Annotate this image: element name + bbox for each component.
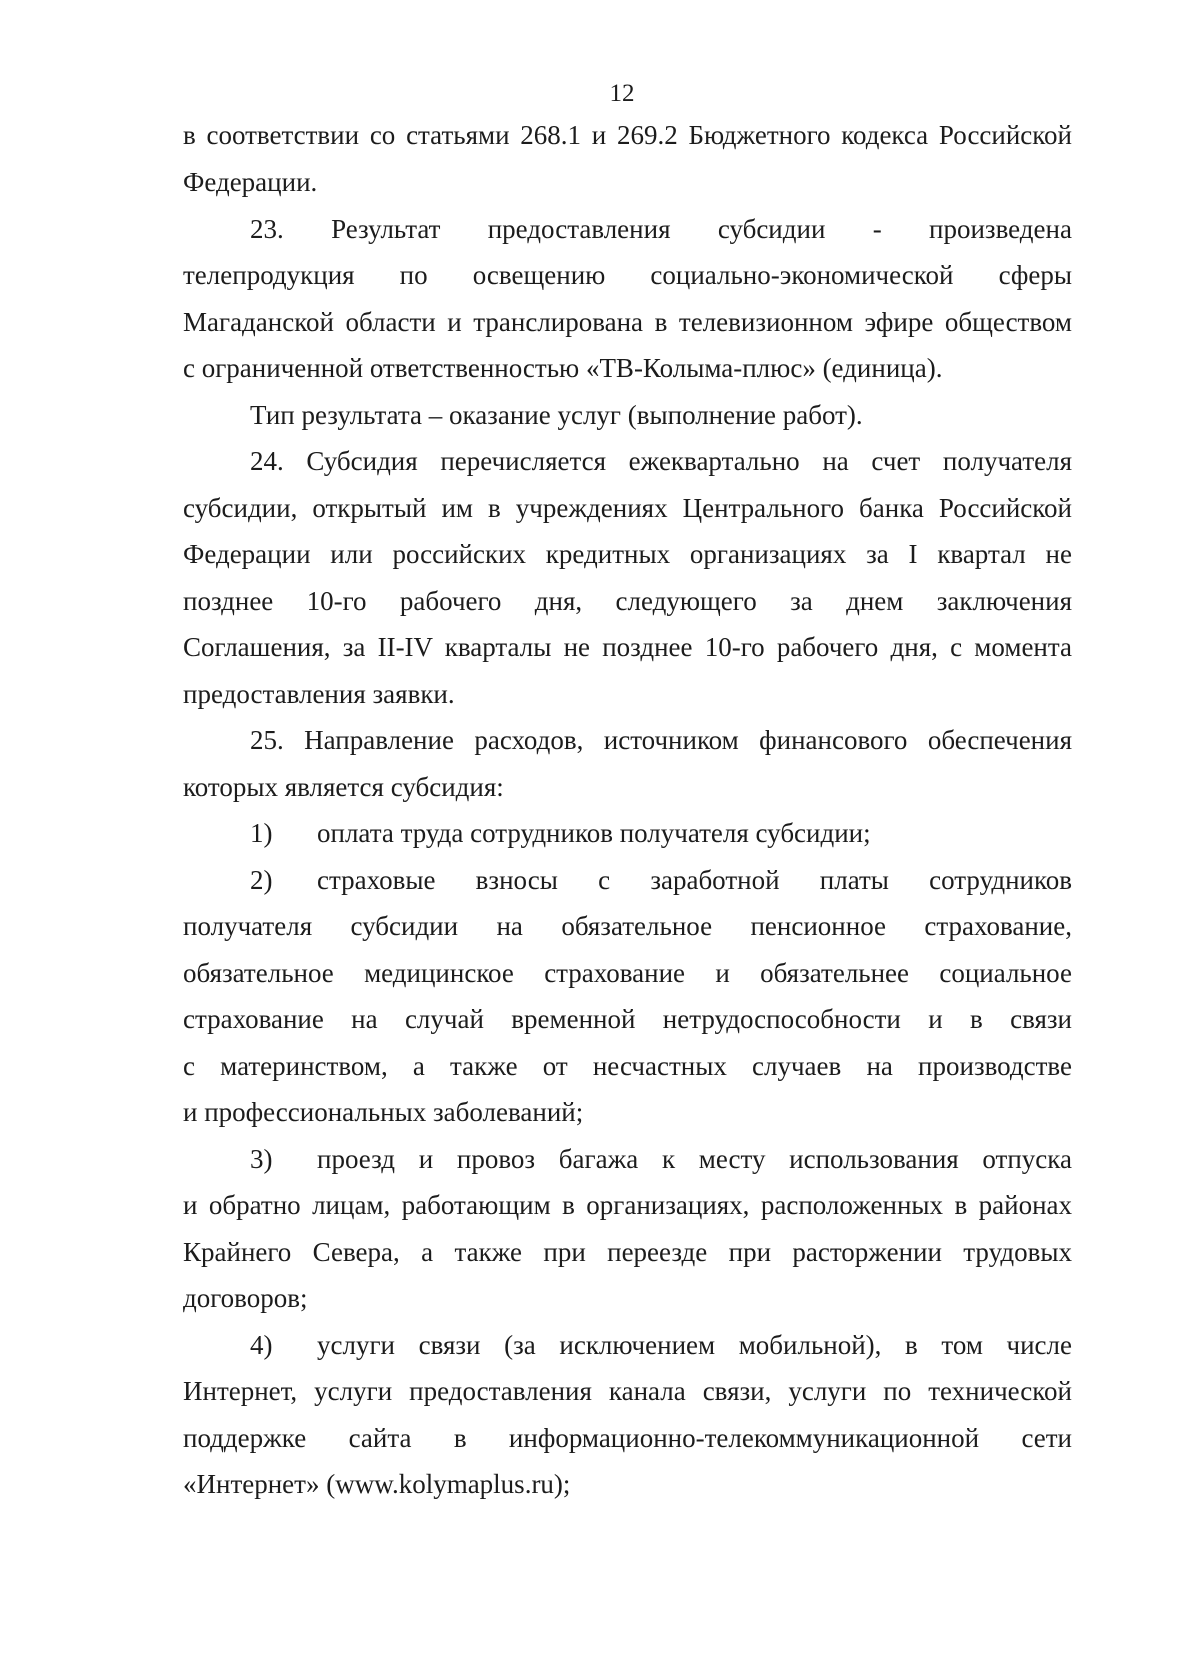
result-type-line: Тип результата – оказание услуг (выполнение работ). bbox=[250, 400, 863, 430]
list-item-number: 3) bbox=[250, 1144, 273, 1174]
paragraph-line: 25. Направление расходов, источником финансового обеспечения bbox=[250, 725, 1072, 755]
paragraph-line: Федерации или российских кредитных организациях за I квартал не bbox=[183, 539, 1072, 569]
paragraph-line: телепродукция по освещению социально-экономической сферы bbox=[183, 260, 1072, 290]
word: произведена bbox=[929, 214, 1072, 244]
list-item-text: страховые взносы с заработной платы сотрудников bbox=[317, 865, 1072, 895]
paragraph-line: Интернет, услуги предоставления канала связи, услуги по технической bbox=[183, 1376, 1072, 1406]
paragraph-line: и обратно лицам, работающим в организациях, расположенных в районах bbox=[183, 1190, 1072, 1220]
paragraph-line: обязательное медицинское страхование и обязательнее социальное bbox=[183, 958, 1072, 988]
paragraph-line: страхование на случай временной нетрудоспособности и в связи bbox=[183, 1004, 1072, 1034]
list-item-text: проезд и провоз багажа к месту использования отпуска bbox=[317, 1144, 1072, 1174]
word: - bbox=[872, 214, 882, 244]
paragraph-line: получателя субсидии на обязательное пенсионное страхование, bbox=[183, 911, 1072, 941]
list-item-text: оплата труда сотрудников получателя субсидии; bbox=[317, 818, 871, 848]
paragraph-line: с материнством, а также от несчастных случаев на производстве bbox=[183, 1051, 1072, 1081]
paragraph-line: Соглашения, за II-IV кварталы не позднее 10-го рабочего дня, с момента bbox=[183, 632, 1072, 662]
word: субсидии bbox=[717, 214, 826, 244]
paragraph-23-first-line bbox=[250, 212, 1072, 246]
paragraph-line: Магаданской области и транслирована в телевизионном эфире обществом bbox=[183, 307, 1072, 337]
page-number: 12 bbox=[609, 80, 635, 107]
word: 23. bbox=[250, 214, 284, 244]
paragraph-line: поддержке сайта в информационно-телекоммуникационной сети bbox=[183, 1423, 1072, 1453]
list-item-number: 1) bbox=[250, 818, 273, 848]
word: Результат bbox=[331, 214, 441, 244]
word: предоставления bbox=[487, 214, 671, 244]
paragraph-line: 24. Субсидия перечисляется ежеквартально на счет получателя bbox=[250, 446, 1072, 476]
paragraph-line: в соответствии со статьями 268.1 и 269.2 Бюджетного кодекса Российской bbox=[183, 120, 1072, 150]
list-item-number: 2) bbox=[250, 865, 273, 895]
paragraph-line: «Интернет» (www.kolymaplus.ru); bbox=[183, 1469, 571, 1499]
paragraph-line: которых является субсидия: bbox=[183, 772, 504, 802]
paragraph-line: Крайнего Севера, а также при переезде при расторжении трудовых bbox=[183, 1237, 1072, 1267]
paragraph-line: договоров; bbox=[183, 1283, 308, 1313]
paragraph-line: позднее 10-го рабочего дня, следующего за днем заключения bbox=[183, 586, 1072, 616]
paragraph-line: и профессиональных заболеваний; bbox=[183, 1097, 584, 1127]
list-item-3 bbox=[250, 1142, 1072, 1176]
list-item-4 bbox=[250, 1328, 1072, 1362]
paragraph-line: Федерации. bbox=[183, 167, 318, 197]
list-item-text: услуги связи (за исключением мобильной), в том числе bbox=[317, 1330, 1072, 1360]
list-item-number: 4) bbox=[250, 1330, 273, 1360]
paragraph-line: предоставления заявки. bbox=[183, 679, 455, 709]
list-item-2 bbox=[250, 863, 1072, 897]
paragraph-line: с ограниченной ответственностью «ТВ-Колыма-плюс» (единица). bbox=[183, 353, 943, 383]
paragraph-line: субсидии, открытый им в учреждениях Центрального банка Российской bbox=[183, 493, 1072, 523]
list-item-1 bbox=[250, 816, 1072, 850]
